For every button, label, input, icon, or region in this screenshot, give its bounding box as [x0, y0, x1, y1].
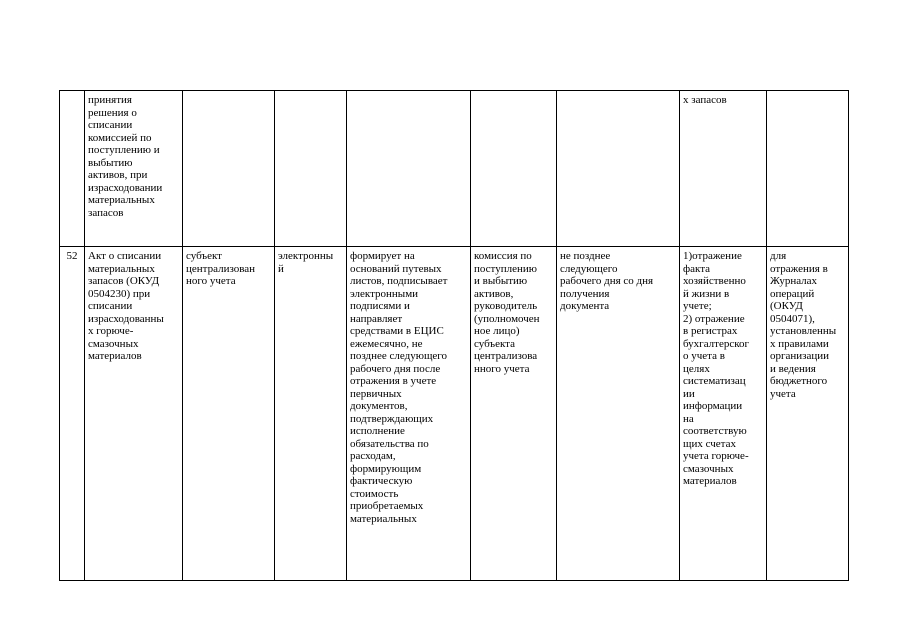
purpose-cell: 1)отражение факта хозяйственно й жизни в учете; 2) отражение в регистрах бухгалтерског о учета в целях систематизац ии информации на соответствую щих счетах учета горюче- смазочных материалов — [680, 247, 767, 581]
document-name-cell: принятия решения о списании комиссией по поступлению и выбытию активов, при израсходовании материальных запасов — [85, 91, 183, 247]
usage-cell — [767, 91, 849, 247]
procedure-cell — [347, 91, 471, 247]
responsible-cell — [183, 91, 275, 247]
row-number: 52 — [60, 247, 85, 581]
deadline-cell — [557, 91, 680, 247]
procedure-cell: формирует на оснований путевых листов, подписывает электронными подписями и направляет средствами в ЕЦИС ежемесячно, не позднее следующего рабочего дня после отражения в учете первичных документов, подтверждающих исполнение обязательства по расходам, формирующим фактическую стоимость приобретаемых материальных — [347, 247, 471, 581]
usage-cell: для отражения в Журналах операций (ОКУД 0504071), установленны х правилами организации и ведения бюджетного учета — [767, 247, 849, 581]
row-number — [60, 91, 85, 247]
table-row — [60, 91, 849, 247]
document-table — [59, 90, 849, 581]
table-row — [60, 247, 849, 581]
signer-cell: комиссия по поступлению и выбытию активов, руководитель (уполномочен ное лицо) субъекта централизова нного учета — [471, 247, 557, 581]
deadline-cell: не позднее следующего рабочего дня со дня получения документа — [557, 247, 680, 581]
purpose-cell: х запасов — [680, 91, 767, 247]
responsible-cell: субъект централизован ного учета — [183, 247, 275, 581]
form-cell: электронны й — [275, 247, 347, 581]
document-name-cell: Акт о списании материальных запасов (ОКУД 0504230) при списании израсходованны х горюче- смазочных материалов — [85, 247, 183, 581]
signer-cell — [471, 91, 557, 247]
form-cell — [275, 91, 347, 247]
